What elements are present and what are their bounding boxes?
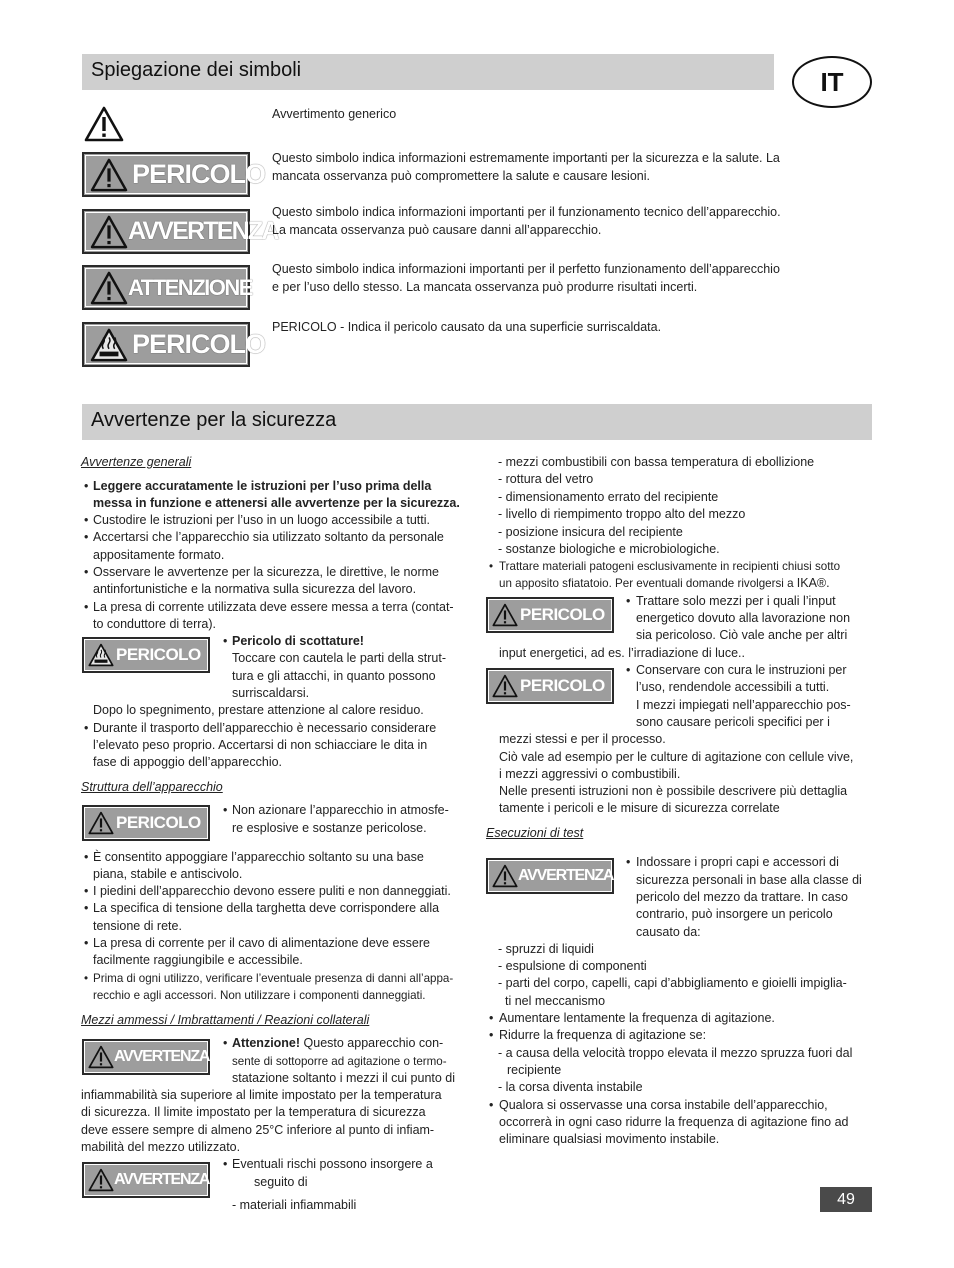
hot-surface-sign-small: PERICOLO — [82, 637, 210, 673]
warning-icon — [88, 1168, 114, 1192]
avvertenza-sign-small: AVVERTENZA — [82, 1039, 210, 1075]
attenzione-sign: ATTENZIONE — [82, 265, 250, 310]
warning-icon — [492, 603, 518, 627]
language-badge: IT — [792, 56, 872, 108]
subheading-general: Avvertenze generali — [81, 455, 192, 469]
warning-icon — [90, 158, 128, 192]
hot-surface-icon — [88, 643, 114, 667]
page-number: 49 — [820, 1187, 872, 1212]
section-title: Spiegazione dei simboli — [91, 59, 302, 81]
warning-icon — [88, 811, 114, 835]
warning-icon — [492, 674, 518, 698]
general-warning-icon — [84, 106, 124, 142]
section-title: Avvertenze per la sicurezza — [91, 409, 337, 431]
warning-icon — [90, 271, 128, 305]
hot-surface-icon — [90, 328, 128, 362]
section-header-symbols — [82, 54, 774, 90]
attenzione-desc: Questo simbolo indica informazioni importanti per il perfetto funzionamento dell’apparecchio e per l’uso dello stesso. La mancata osservanza può produrre risultati incerti. — [272, 262, 780, 294]
avvertenza-sign-small: AVVERTENZA — [82, 1162, 210, 1198]
section-header-safety — [82, 404, 872, 440]
subheading-test: Esecuzioni di test — [486, 826, 584, 840]
hot-surface-sign: PERICOLO — [82, 322, 250, 367]
subheading-media: Mezzi ammessi / Imbrattamenti / Reazioni collaterali — [81, 1013, 370, 1027]
hot-surface-desc: PERICOLO - Indica il pericolo causato da una superficie surriscaldata. — [272, 320, 662, 334]
pericolo-sign-small: PERICOLO — [82, 805, 210, 841]
pericolo-sign: PERICOLO — [82, 152, 250, 197]
pericolo-desc: Questo simbolo indica informazioni estremamente importanti per la sicurezza e la salute. La mancata osservanza può compromettere la salute e causare lesioni. — [272, 151, 780, 183]
subheading-structure: Struttura dell’apparecchio — [81, 780, 223, 794]
bullet: • — [84, 479, 89, 493]
avvertenza-desc: Questo simbolo indica informazioni importanti per il funzionamento tecnico dell’apparecchio. La mancata osservanza può causare danni all’apparecchio. — [272, 205, 781, 237]
general-warning-desc: Avvertimento generico — [272, 107, 397, 121]
warning-icon — [90, 215, 128, 249]
pericolo-sign-small: PERICOLO — [486, 597, 614, 633]
avvertenza-sign-small: AVVERTENZA — [486, 858, 614, 894]
pericolo-sign-small: PERICOLO — [486, 668, 614, 704]
warning-icon — [492, 864, 518, 888]
warning-icon — [88, 1045, 114, 1069]
avvertenza-sign: AVVERTENZA — [82, 209, 250, 254]
